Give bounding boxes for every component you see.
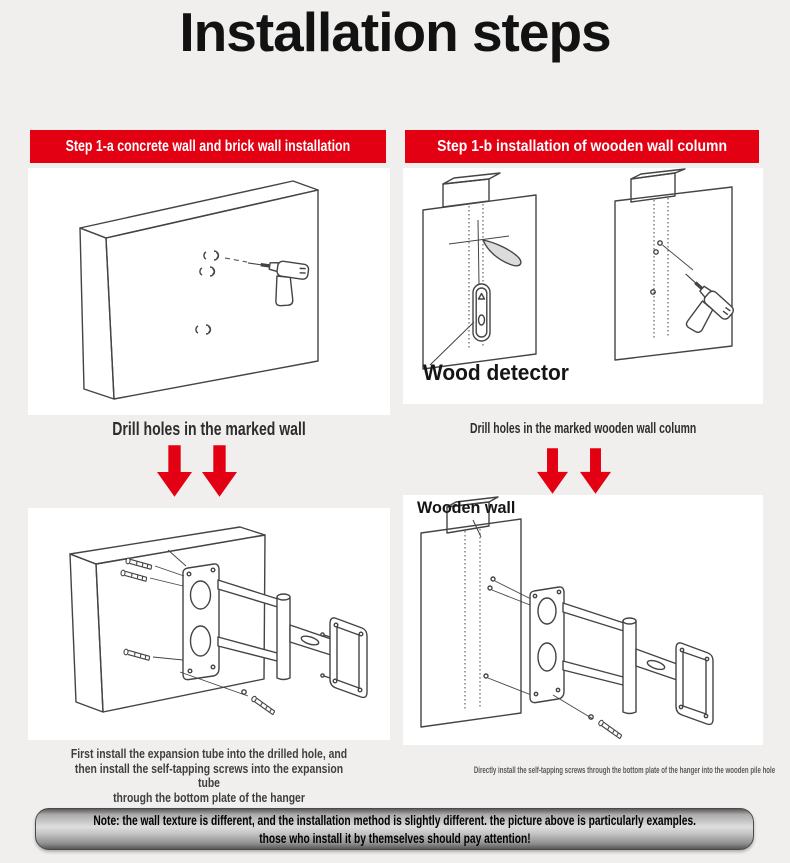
note-banner bbox=[35, 808, 754, 850]
left-step-caption: Drill holes in the marked wall bbox=[112, 419, 306, 439]
bracket-wooden-install-panel bbox=[403, 495, 763, 745]
step-1b-header-text: Step 1-b installation of wooden wall column bbox=[437, 137, 727, 155]
left-bottom-caption bbox=[64, 747, 354, 805]
right-step-caption: Drill holes in the marked wooden wall column bbox=[469, 421, 697, 437]
down-arrow-icon bbox=[580, 447, 611, 495]
page-title-text: Installation steps bbox=[179, 1, 611, 63]
down-arrow-icon bbox=[202, 445, 237, 497]
caption-line: First install the expansion tube into the drilled hole, and bbox=[70, 746, 348, 761]
pencil-icon bbox=[483, 240, 521, 266]
tv-plate bbox=[330, 618, 367, 698]
caption-line: through the bottom plate of the hanger bbox=[113, 789, 305, 805]
down-arrow-icon bbox=[157, 445, 192, 497]
hinge-cylinder bbox=[623, 620, 636, 714]
expansion-bolt-icon bbox=[125, 558, 152, 569]
bracket-wooden-install-illustration bbox=[403, 495, 763, 745]
page-title bbox=[0, 0, 790, 64]
wood-detector-icon bbox=[473, 284, 490, 341]
bracket-arm bbox=[218, 580, 281, 608]
drill-hole-mark bbox=[204, 251, 219, 260]
step-1b-header bbox=[405, 130, 759, 163]
tv-plate bbox=[676, 643, 713, 725]
wall-top-face bbox=[80, 181, 318, 238]
screw-icon bbox=[250, 696, 277, 715]
bracket-arm bbox=[218, 637, 281, 662]
wall-panel bbox=[421, 519, 521, 727]
step-1a-header-text: Step 1-a concrete wall and brick wall installation bbox=[65, 137, 351, 155]
expansion-bolt-icon bbox=[123, 649, 150, 660]
bracket-concrete-install-panel bbox=[28, 508, 390, 740]
wall-side-face bbox=[80, 228, 114, 399]
wooden-column-drilling-panel bbox=[403, 168, 763, 404]
note-line: those who install it by themselves should pay attention! bbox=[258, 830, 531, 846]
wooden-wall-label: Wooden wall bbox=[417, 498, 516, 517]
wall-panel bbox=[615, 187, 732, 360]
concrete-wall-drilling-illustration bbox=[28, 168, 390, 415]
down-arrow-icon bbox=[537, 447, 568, 495]
note-line: Note: the wall texture is different, and the installation method is slightly different. the picture above is particularly examples. bbox=[93, 812, 696, 828]
wall-plate bbox=[530, 587, 564, 703]
concrete-wall-drilling-panel bbox=[28, 168, 390, 415]
drill-icon bbox=[660, 269, 735, 343]
caption-line: then install the self-tapping screws into the expansion tube bbox=[74, 760, 344, 790]
drill-icon bbox=[243, 256, 310, 308]
step-1a-header bbox=[30, 130, 386, 163]
drill-hole-mark bbox=[200, 267, 215, 276]
bracket-arm bbox=[563, 661, 627, 686]
expansion-bolt-icon bbox=[120, 570, 147, 581]
bracket-arm bbox=[563, 603, 627, 632]
wall-panel bbox=[423, 195, 536, 369]
drill-hole-mark bbox=[196, 325, 211, 334]
screw-icon bbox=[597, 720, 624, 739]
wood-detector-label: Wood detector bbox=[423, 360, 569, 385]
hinge-cylinder bbox=[277, 596, 290, 680]
right-bottom-caption: Directly install the self-tapping screws through the bottom plate of the hanger into the wooden pile hole bbox=[473, 765, 776, 775]
bracket-concrete-install-illustration bbox=[28, 508, 390, 740]
